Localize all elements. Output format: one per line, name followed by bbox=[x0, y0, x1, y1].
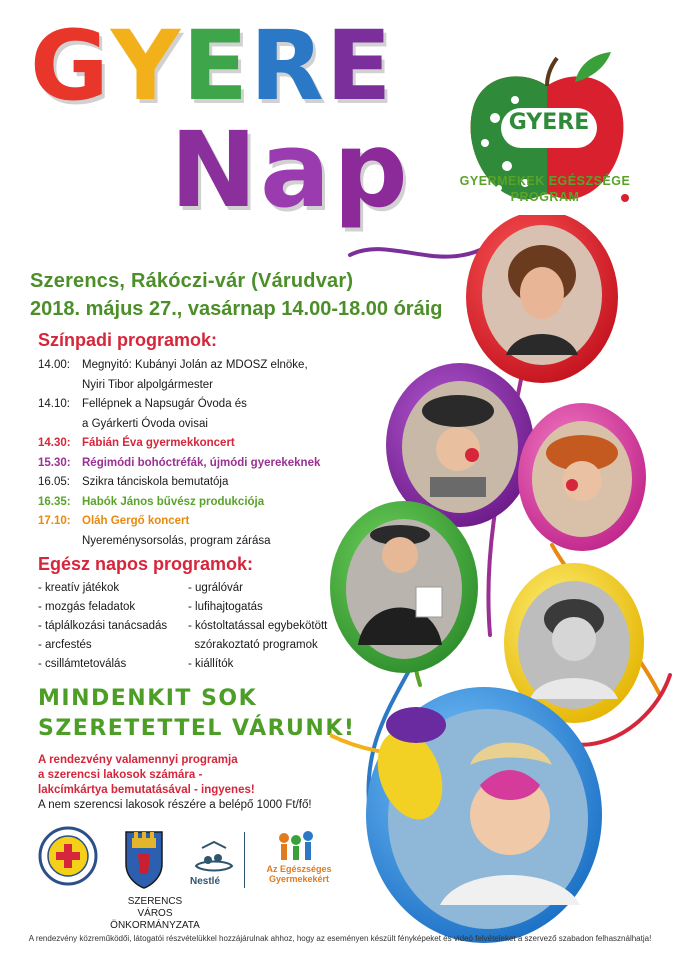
list-item: - lufihajtogatás bbox=[188, 601, 263, 613]
schedule-text: Habók János bűvész produkciója bbox=[82, 495, 265, 508]
notice-line2: a szerencsi lakosok számára - bbox=[38, 769, 203, 781]
schedule-row bbox=[38, 493, 358, 513]
sponsor-logos bbox=[38, 826, 348, 931]
entry-fee-notice: A nem szerencsi lakosok részére a belépő 1000 Ft/fő! bbox=[38, 799, 312, 811]
town-label-line1: SZERENCS VÁROS bbox=[127, 896, 183, 919]
list-item: - arcfestés bbox=[38, 639, 92, 651]
title-letter-a: a bbox=[260, 109, 334, 231]
szerencs-coat-of-arms-icon bbox=[124, 828, 164, 890]
schedule-text: Nyiri Tibor alpolgármester bbox=[82, 378, 214, 391]
title-gyere bbox=[30, 10, 394, 122]
schedule-row bbox=[38, 454, 358, 474]
logo-program-name bbox=[440, 174, 650, 205]
stage-programs-heading: Színpadi programok: bbox=[38, 330, 218, 350]
title-nap bbox=[170, 109, 411, 231]
list-item: - kreatív játékok bbox=[38, 582, 120, 594]
notice-line3: lakcímkártya bemutatásával - ingyenes! bbox=[38, 784, 255, 796]
schedule-text: Oláh Gergő koncert bbox=[82, 515, 190, 527]
logo-line2: PROGRAM bbox=[510, 189, 580, 204]
nestle-wordmark: Nestlé bbox=[190, 876, 221, 887]
list-item: - kóstoltatással egybekötött bbox=[188, 620, 328, 632]
schedule-row bbox=[38, 532, 358, 552]
allday-programs-heading: Egész napos programok: bbox=[38, 554, 254, 574]
allday-column-1 bbox=[38, 579, 188, 674]
list-item: szórakoztató programok bbox=[188, 639, 318, 651]
nestle-nest-icon bbox=[192, 836, 236, 876]
schedule-text: Szikra tánciskola bemutatója bbox=[82, 476, 229, 488]
list-item: - kiállítók bbox=[188, 658, 234, 670]
balloon-string bbox=[350, 245, 490, 257]
schedule-time bbox=[38, 376, 82, 396]
healthy-children-figures-icon bbox=[274, 830, 318, 864]
schedule-time: 16.35: bbox=[38, 495, 71, 508]
schedule-text: a Gyárkerti Óvoda ovisai bbox=[82, 417, 208, 430]
schedule-text: Fellépnek a Napsugár Óvoda és bbox=[82, 398, 247, 410]
schedule-row bbox=[38, 356, 358, 376]
schedule-time bbox=[38, 532, 82, 552]
title-letter-y: Y bbox=[110, 10, 183, 122]
schedule-text: Megnyitó: Kubányi Jolán az MDOSZ elnöke, bbox=[82, 359, 308, 371]
schedule-row bbox=[38, 376, 358, 396]
balloon-photo-collage bbox=[330, 215, 678, 960]
title-letter-e: E bbox=[182, 10, 250, 122]
list-item: - mozgás feladatok bbox=[38, 601, 136, 613]
title-letter-p: p bbox=[333, 109, 411, 231]
title-letter-r: R bbox=[249, 10, 326, 122]
logo-line1: GYERMEKEK EGÉSZSÉGE bbox=[459, 174, 631, 188]
schedule-text: Fábián Éva gyermekkoncert bbox=[82, 437, 235, 449]
schedule-row bbox=[38, 415, 358, 435]
event-place: Szerencs, Rákóczi-vár (Várudvar) bbox=[30, 270, 354, 292]
schedule-row bbox=[38, 512, 358, 532]
list-item: - táplálkozási tanácsadás bbox=[38, 620, 168, 632]
footer-disclaimer: A rendezvény közreműködői, látogatói részvételükkel hozzájárulnak ahhoz, hogy az eseményen készült fényképeket és videó felvételeket a szervező szabadon felhasználhatja! bbox=[28, 934, 652, 943]
schedule-time: 17.10: bbox=[38, 515, 71, 527]
list-item: - ugrálóvár bbox=[188, 582, 243, 594]
schedule-row bbox=[38, 473, 358, 493]
title-letter-n: N bbox=[170, 109, 261, 231]
logo-badge-text: GYERE bbox=[508, 110, 590, 135]
schedule-time: 15.30: bbox=[38, 456, 71, 469]
schedule-row bbox=[38, 434, 358, 454]
schedule-time bbox=[38, 415, 82, 435]
stage-schedule bbox=[38, 356, 358, 551]
schedule-time: 14.00: bbox=[38, 359, 70, 371]
sponsor-divider bbox=[244, 832, 245, 888]
az-label-line1: Az Egészséges bbox=[266, 864, 332, 874]
free-entry-notice bbox=[38, 753, 255, 798]
schedule-time: 14.10: bbox=[38, 398, 70, 410]
title-letter-g: G bbox=[30, 10, 111, 122]
schedule-text: Nyereménysorsolás, program zárása bbox=[82, 534, 271, 547]
schedule-time: 14.30: bbox=[38, 437, 71, 449]
az-label-line2: Gyermekekért bbox=[268, 874, 330, 884]
town-label-line2: ÖNKORMÁNYZATA bbox=[110, 920, 200, 931]
list-item: - csillámtetoválás bbox=[38, 658, 127, 670]
event-date: 2018. május 27., vasárnap 14.00-18.00 óráig bbox=[30, 298, 443, 320]
title-letter-e2: E bbox=[325, 10, 394, 122]
schedule-time: 16.05: bbox=[38, 476, 70, 488]
schedule-row bbox=[38, 395, 358, 415]
red-cross-seal-logo bbox=[38, 826, 98, 886]
allday-programs-list bbox=[38, 579, 368, 674]
slogan bbox=[38, 684, 355, 744]
slogan-line2: SZERETETTEL VÁRUNK! bbox=[38, 716, 356, 741]
slogan-line1: MINDENKIT SOK bbox=[38, 686, 258, 711]
schedule-text: Régimódi bohóctréfák, újmódi gyerekeknek bbox=[82, 456, 321, 469]
town-council-label bbox=[110, 896, 200, 932]
notice-line1: A rendezvény valamennyi programja bbox=[38, 754, 238, 766]
